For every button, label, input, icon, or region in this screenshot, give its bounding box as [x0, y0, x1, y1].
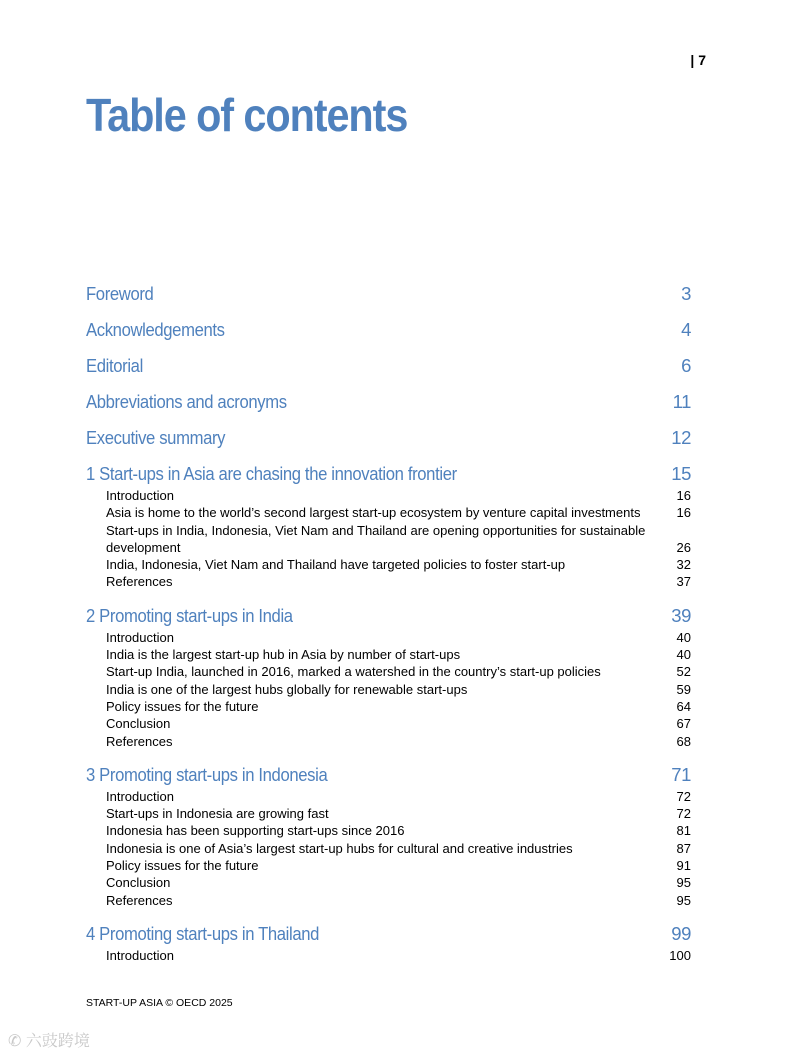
footer-text: START-UP ASIA © OECD 2025 [86, 997, 233, 1009]
toc-entry-page: 71 [671, 763, 691, 785]
toc-entry-label: 1 Start-ups in Asia are chasing the innovation frontier [86, 463, 457, 484]
toc-subentry[interactable] [106, 892, 691, 909]
toc-subentry-label: Introduction [106, 788, 174, 804]
toc-subentry-page: 26 [676, 539, 691, 555]
page-number: | 7 [690, 52, 706, 68]
toc-subentry[interactable] [106, 733, 691, 750]
toc-subentry-label: India is the largest start-up hub in Asia by number of start-ups [106, 647, 461, 663]
toc-subentries [86, 788, 691, 909]
toc-subentries [86, 947, 691, 964]
toc-entry-label: Editorial [86, 355, 143, 376]
toc-entry-page: 12 [671, 427, 691, 448]
toc-entry[interactable] [86, 923, 691, 945]
toc-subentry[interactable] [106, 840, 691, 857]
toc-entry[interactable] [86, 764, 691, 786]
toc-subentry-page: 37 [676, 574, 691, 590]
toc-entry-page: 6 [681, 355, 691, 376]
toc-subentry-page: 95 [676, 875, 691, 891]
toc-subentry[interactable] [106, 822, 691, 839]
toc-entry-page: 39 [671, 604, 691, 626]
toc-entry[interactable] [86, 391, 691, 413]
toc-subentry-page: 16 [676, 488, 691, 503]
toc-subentry-label: Asia is home to the world’s second largest start-up ecosystem by venture capital investments [106, 505, 641, 521]
toc-subentry-page: 40 [676, 647, 691, 663]
toc-entry[interactable] [86, 355, 691, 377]
toc-subentry-label: References [106, 733, 173, 749]
toc-entry-label: 3 Promoting start-ups in Indonesia [86, 763, 328, 785]
toc-subentry[interactable] [106, 646, 691, 663]
toc-subentry-page: 40 [676, 629, 691, 645]
table-of-contents [86, 283, 691, 978]
toc-entry-label: Foreword [86, 283, 154, 304]
toc-subentry-label: Indonesia has been supporting start-ups since 2016 [106, 823, 405, 839]
toc-subentry[interactable] [106, 857, 691, 874]
toc-subentry-label: Indonesia is one of Asia’s largest start-up hubs for cultural and creative industries [106, 840, 573, 856]
toc-entry-label: Executive summary [86, 427, 226, 448]
toc-subentry-label: Introduction [106, 947, 174, 963]
toc-subentry-page: 91 [676, 858, 691, 874]
toc-subentry-page: 68 [676, 733, 691, 749]
toc-entry[interactable] [86, 463, 691, 485]
toc-subentry-label: References [106, 574, 173, 590]
toc-subentry-page: 64 [676, 698, 691, 714]
toc-entry[interactable] [86, 605, 691, 627]
toc-subentry-page: 72 [676, 788, 691, 804]
toc-entry-page: 4 [681, 319, 691, 340]
toc-subentry-label: Introduction [106, 488, 174, 503]
toc-entry-page: 11 [672, 391, 691, 412]
toc-subentry-page: 67 [676, 716, 691, 732]
toc-subentry-label: Start-ups in India, Indonesia, Viet Nam and Thailand are opening opportunities for sustainable development [106, 522, 646, 555]
toc-subentry-label: Policy issues for the future [106, 858, 259, 874]
toc-subentries [86, 629, 691, 750]
toc-subentry-label: Introduction [106, 629, 174, 645]
toc-subentry[interactable] [106, 698, 691, 715]
toc-subentry-page: 87 [676, 840, 691, 856]
toc-entry[interactable] [86, 283, 691, 305]
toc-subentry[interactable] [106, 788, 691, 805]
toc-subentry[interactable] [106, 487, 691, 504]
toc-subentry-page: 100 [669, 947, 691, 963]
toc-subentry-label: Conclusion [106, 716, 171, 732]
toc-subentry[interactable] [106, 573, 691, 590]
toc-entry-page: 99 [671, 922, 691, 944]
toc-subentry-label: India, Indonesia, Viet Nam and Thailand have targeted policies to foster start-up [106, 557, 566, 573]
toc-subentry-label: Policy issues for the future [106, 698, 259, 714]
toc-subentry-label: References [106, 892, 173, 908]
page-title: Table of contents [86, 89, 408, 141]
toc-subentry[interactable] [106, 681, 691, 698]
toc-subentry-label: Start-ups in Indonesia are growing fast [106, 806, 329, 822]
toc-subentry[interactable] [106, 805, 691, 822]
toc-subentry-label: Conclusion [106, 875, 171, 891]
toc-entry-label: Acknowledgements [86, 319, 225, 340]
toc-subentry-page: 81 [676, 823, 691, 839]
toc-subentry[interactable] [106, 504, 691, 521]
toc-entry[interactable] [86, 319, 691, 341]
toc-subentry-page: 52 [676, 664, 691, 680]
toc-entry-label: Abbreviations and acronyms [86, 391, 287, 412]
watermark: ✆ 六豉跨境 [8, 1033, 90, 1050]
toc-subentry[interactable] [106, 947, 691, 964]
toc-entry[interactable] [86, 427, 691, 449]
toc-entry-label: 4 Promoting start-ups in Thailand [86, 922, 320, 944]
toc-subentries [86, 487, 691, 591]
toc-subentry[interactable] [106, 556, 691, 573]
toc-subentry[interactable] [106, 522, 691, 557]
toc-subentry[interactable] [106, 715, 691, 732]
toc-subentry-page: 95 [676, 892, 691, 908]
toc-subentry-page: 72 [676, 806, 691, 822]
toc-subentry-page: 32 [676, 557, 691, 573]
toc-entry-page: 3 [681, 283, 691, 304]
toc-subentry[interactable] [106, 874, 691, 891]
toc-subentry-page: 16 [676, 505, 691, 521]
toc-subentry-page: 59 [676, 681, 691, 697]
toc-entry-page: 15 [671, 463, 691, 484]
toc-subentry[interactable] [106, 629, 691, 646]
toc-entry-label: 2 Promoting start-ups in India [86, 604, 293, 626]
toc-subentry-label: Start-up India, launched in 2016, marked a watershed in the country’s start-up policies [106, 664, 601, 680]
toc-subentry-label: India is one of the largest hubs globally for renewable start-ups [106, 681, 468, 697]
toc-subentry[interactable] [106, 663, 691, 680]
